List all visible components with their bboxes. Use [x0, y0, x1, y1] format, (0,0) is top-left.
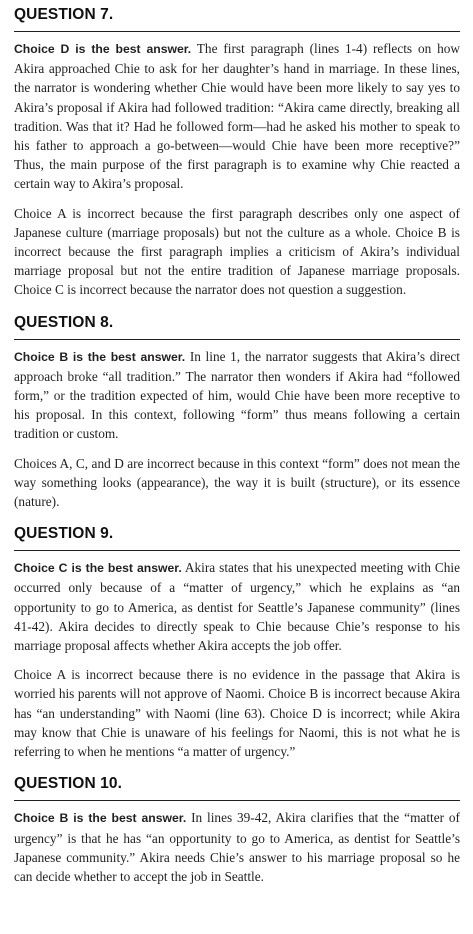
question-9-answer-paragraph	[14, 558, 460, 655]
question-9-section	[14, 525, 460, 761]
answer-explanations-page	[14, 6, 460, 900]
question-8-answer-paragraph	[14, 347, 460, 444]
question-10-answer-paragraph	[14, 808, 460, 886]
question-8-heading: QUESTION 8.	[14, 314, 460, 340]
question-10-answer-lead: Choice B is the best answer.	[14, 811, 187, 826]
question-7-section	[14, 6, 460, 300]
question-7-answer-paragraph	[14, 39, 460, 194]
question-10-section	[14, 775, 460, 886]
question-9-heading: QUESTION 9.	[14, 525, 460, 551]
question-8-incorrect-paragraph: Choices A, C, and D are incorrect because in this context “form” does not mean the way something looks (appearance), the way it is built (structure), or its essence (nature).	[14, 455, 460, 510]
question-7-heading: QUESTION 7.	[14, 6, 460, 32]
question-9-answer-lead: Choice C is the best answer.	[14, 561, 182, 576]
question-7-answer-lead: Choice D is the best answer.	[14, 42, 192, 56]
question-8-section	[14, 314, 460, 512]
question-7-answer-text: The first paragraph (lines 1-4) reflects on how Akira approached Chie to ask for her daughter’s hand in marriage. In these lines, the narrator is wondering whether Chie would have been more likely to say yes to Akira’s proposal if Akira had followed tradition: “Akira came directly, breaking all tradition. Was that it? Had he followed form—had he asked his mother to speak to his father to approach a go-between—would Chie have been more receptive?” Thus, the main purpose of the first paragraph is to examine why Chie reacted a certain way to Akira’s proposal.	[14, 41, 460, 192]
question-8-answer-text: In line 1, the narrator suggests that Akira’s direct approach broke “all tradition.” The narrator then wonders if Akira had “followed form,” or the tradition expected of him, would Chie have been more receptive to his proposal. In this context, following “form” thus means following a certain tradition or custom.	[14, 348, 460, 442]
question-7-incorrect-paragraph: Choice A is incorrect because the first paragraph describes only one aspect of Japanese culture (marriage proposals) but not the culture as a whole. Choice B is incorrect because the first paragraph implies a criticism of Akira’s individual marriage proposal but not the entire tradition of Japanese marriage proposals. Choice C is incorrect because the narrator does not question a suggestion.	[14, 205, 460, 298]
question-9-incorrect-paragraph: Choice A is incorrect because there is no evidence in the passage that Akira is worried his parents will not approve of Naomi. Choice B is incorrect because Akira has “an understanding” with Naomi (line 63). Choice D is incorrect; while Akira may know that Chie is unaware of his feelings for Naomi, this is not what he is referring to when he mentions “a matter of urgency.”	[14, 667, 460, 760]
question-10-heading: QUESTION 10.	[14, 775, 460, 801]
question-10-answer-text: In lines 39-42, Akira clarifies that the “matter of urgency” is that he has “an opportunity to go to America, as dentist for Seattle’s Japanese community.” Akira needs Chie’s answer to his marriage proposal so he can decide whether to accept the job in Seattle.	[14, 810, 460, 884]
question-9-answer-text: Akira states that his unexpected meeting with Chie occurred only because of a “matter of urgency,” which he explains as “an opportunity to go to America, as dentist for Seattle’s Japanese community” (lines 41-42). Akira decides to directly speak to Chie because Chie’s response to his marriage proposal affects whether Akira accepts the job offer.	[14, 560, 460, 654]
question-8-answer-lead: Choice B is the best answer.	[14, 349, 186, 364]
